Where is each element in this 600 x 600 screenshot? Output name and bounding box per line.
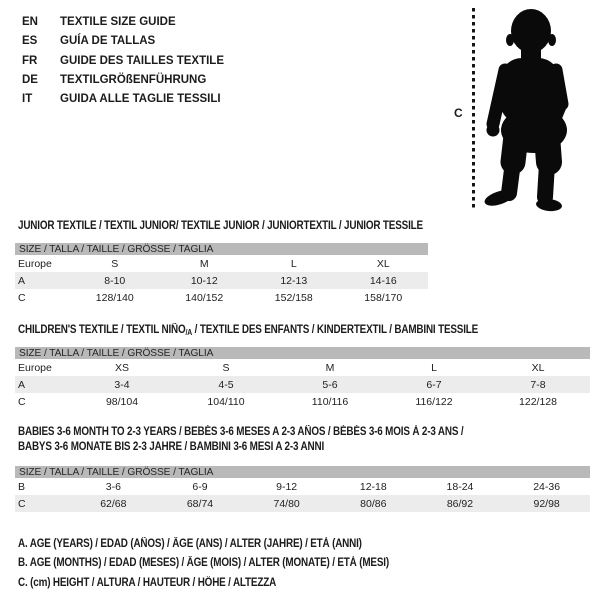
value-cell: 5-6 [278, 376, 382, 393]
language-code: IT [22, 93, 33, 106]
children-title-subscript: /A [185, 328, 193, 337]
note-age-years: A. AGE (YEARS) / EDAD (AÑOS) / ÂGE (ANS) / ALTER (JAHRE) / ETÀ (ANNI) [18, 538, 362, 550]
value-cell: S [222, 361, 230, 374]
row-label-cell: B [18, 480, 26, 493]
language-code: FR [22, 54, 38, 67]
row-label-cell: Europe [18, 257, 52, 270]
value-cell: 3-4 [70, 376, 174, 393]
table-row [15, 359, 590, 376]
children-title-post: / TEXTILE DES ENFANTS / KINDERTEXTIL / BAMBINI TESSILE [192, 324, 479, 336]
language-row [22, 90, 224, 109]
row-label-cell: C [18, 395, 26, 408]
junior-table-title [18, 216, 489, 234]
row-label-cell: Europe [18, 361, 52, 374]
language-row [22, 13, 224, 32]
value-cell: 9-12 [276, 480, 298, 493]
value-cell: XL [376, 257, 390, 270]
table-row [15, 255, 428, 272]
table-header-row [15, 347, 590, 359]
height-marker-label: C [454, 106, 463, 120]
value-cell: XS [114, 361, 129, 374]
children-table-body [15, 347, 590, 410]
row-label-cell: A [15, 376, 70, 393]
value-cell: 104/110 [207, 395, 245, 408]
table-row [15, 495, 590, 512]
table-header-row [15, 243, 428, 255]
language-label: GUIDE DES TAILLES TEXTILE [60, 54, 224, 67]
value-cell: 98/104 [105, 395, 139, 408]
language-label: GUÍA DE TALLAS [60, 35, 156, 48]
value-cell: 110/116 [311, 395, 349, 408]
baby-silhouette [483, 6, 578, 212]
junior-size-table [15, 243, 428, 306]
children-table-title-text [18, 324, 478, 337]
value-cell: L [290, 257, 297, 270]
value-cell: 116/122 [415, 395, 453, 408]
children-table-title [18, 320, 553, 338]
table-row [15, 376, 590, 393]
value-cell: 74/80 [243, 495, 330, 512]
value-cell: XL [531, 361, 545, 374]
value-cell: 8-10 [70, 272, 160, 289]
babies-title-line2: BABYS 3-6 MONATE BIS 2-3 JAHRE / BAMBINI 3-6 MESI A 2-3 ANNI [18, 441, 325, 453]
height-measure-dashed-line [472, 8, 475, 208]
value-cell: 18-24 [446, 480, 474, 493]
value-cell: 158/170 [364, 291, 403, 304]
table-header-cell: SIZE / TALLA / TAILLE / GRÖSSE / TAGLIA [15, 466, 590, 478]
table-header-row [15, 466, 590, 478]
value-cell: 152/158 [274, 291, 313, 304]
row-label-cell: C [15, 495, 70, 512]
value-cell: 3-6 [105, 480, 121, 493]
table-row [15, 272, 428, 289]
value-cell: S [111, 257, 119, 270]
language-code: DE [22, 73, 38, 86]
legend-notes [18, 533, 449, 591]
value-cell: 7-8 [486, 376, 590, 393]
note-height-cm: C. (cm) HEIGHT / ALTURA / HAUTEUR / HÖHE / ALTEZZA [18, 576, 277, 589]
value-cell: 6-9 [192, 480, 208, 493]
language-label: GUIDA ALLE TAGLIE TESSILI [60, 93, 221, 106]
language-label: TEXTILE SIZE GUIDE [60, 16, 176, 28]
language-code: EN [22, 16, 38, 28]
value-cell: 6-7 [382, 376, 486, 393]
table-row [15, 393, 590, 410]
value-cell: 62/68 [70, 495, 157, 512]
value-cell: 128/140 [95, 291, 134, 304]
value-cell: 24-36 [533, 480, 561, 493]
table-row [15, 478, 590, 495]
value-cell: 12-13 [249, 272, 339, 289]
babies-title-line1: BABIES 3-6 MONTH TO 2-3 YEARS / BEBÉS 3-6 MESES A 2-3 AÑOS / BÉBÉS 3-6 MOIS À 2-3 ANS / [18, 426, 464, 438]
junior-table-title-text: JUNIOR TEXTILE / TEXTIL JUNIOR/ TEXTILE JUNIOR / JUNIORTEXTIL / JUNIOR TESSILE [18, 220, 423, 232]
row-label-cell: C [18, 291, 26, 304]
language-title-list [22, 13, 224, 109]
table-header-cell: SIZE / TALLA / TAILLE / GRÖSSE / TAGLIA [15, 347, 590, 359]
language-row [22, 32, 224, 51]
value-cell: 122/128 [519, 395, 557, 408]
table-header-cell: SIZE / TALLA / TAILLE / GRÖSSE / TAGLIA [15, 243, 428, 255]
language-label: TEXTILGRÖßENFÜHRUNG [60, 73, 207, 86]
babies-table-body [15, 466, 590, 512]
value-cell: 86/92 [417, 495, 504, 512]
children-size-table [15, 347, 590, 410]
value-cell: 80/86 [330, 495, 417, 512]
value-cell: M [325, 361, 335, 374]
value-cell: 10-12 [160, 272, 250, 289]
row-label-cell: A [15, 272, 70, 289]
value-cell: L [431, 361, 437, 374]
value-cell: 12-18 [359, 480, 387, 493]
children-title-pre: CHILDREN'S TEXTILE / TEXTIL NIÑO [18, 324, 186, 336]
junior-table-body [15, 243, 428, 306]
value-cell: 4-5 [174, 376, 278, 393]
note-age-months: B. AGE (MONTHS) / EDAD (MESES) / ÂGE (MOIS) / ALTER (MONATE) / ETÀ (MESI) [18, 557, 389, 570]
value-cell: 140/152 [185, 291, 224, 304]
table-row [15, 289, 428, 306]
language-code: ES [22, 35, 38, 48]
value-cell: 92/98 [503, 495, 590, 512]
babies-table-title [18, 425, 536, 455]
value-cell: 68/74 [157, 495, 244, 512]
value-cell: 14-16 [339, 272, 429, 289]
value-cell: M [199, 257, 209, 270]
language-row [22, 52, 224, 71]
language-row [22, 71, 224, 90]
babies-size-table [15, 466, 590, 512]
